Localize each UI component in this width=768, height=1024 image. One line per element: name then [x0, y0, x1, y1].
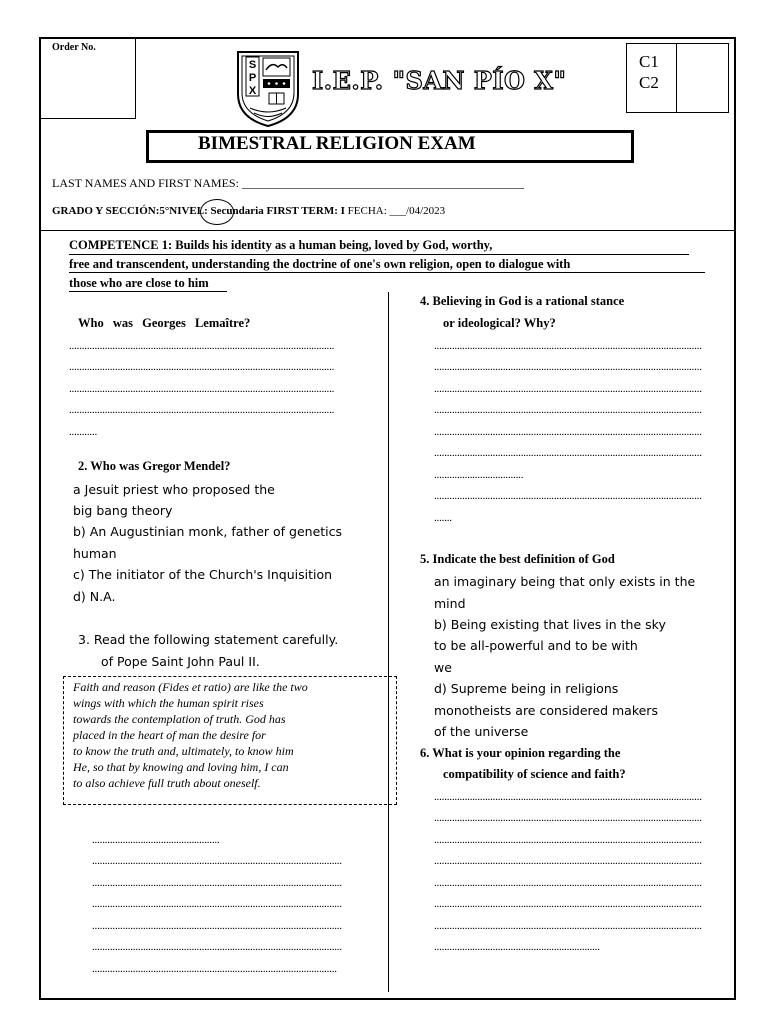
quote-line-6: He, so that by knowing and loving him, I can	[73, 760, 289, 774]
q6-answer-line-1[interactable]: .........................................................................................................	[434, 791, 702, 803]
q2-option-a[interactable]: a Jesuit priest who proposed the	[73, 482, 275, 497]
exam-title: BIMESTRAL RELIGION EXAM	[198, 133, 476, 154]
term-label: FIRST TERM: I	[266, 205, 345, 217]
q3-answer-line-2[interactable]: ..................................................................................................	[92, 855, 342, 867]
q1-answer-line-3[interactable]: ........................................................................................................	[69, 383, 335, 395]
question-6-line-2: compatibility of science and faith?	[443, 767, 626, 781]
q4-answer-line-4[interactable]: .........................................................................................................	[434, 404, 702, 416]
q6-answer-line-8[interactable]: .................................................................	[434, 941, 600, 953]
q5-option-a[interactable]: an imaginary being that only exists in the	[434, 574, 696, 589]
q5-option-c[interactable]: to be all-powerful and to be with	[434, 638, 638, 653]
question-1: Who was Georges Lemaître?	[78, 316, 251, 330]
grade-box-divider	[676, 43, 677, 113]
q5-option-d[interactable]: d) Supreme being in religions	[434, 681, 619, 696]
q2-option-b[interactable]: b) An Augustinian monk, father of genetics	[73, 524, 343, 539]
column-divider	[388, 292, 389, 992]
question-6-line-1: 6. What is your opinion regarding the	[420, 746, 621, 760]
quote-line-4: placed in the heart of man the desire for	[73, 728, 266, 742]
grade-section-line[interactable]	[52, 205, 445, 217]
q5-option-c-cont: we	[434, 660, 452, 675]
q6-answer-line-5[interactable]: .........................................................................................................	[434, 877, 702, 889]
competence-underline-3	[69, 291, 227, 292]
crest-letter-x: X	[248, 85, 257, 97]
q4-answer-line-6[interactable]: .........................................................................................................	[434, 447, 702, 459]
date-field[interactable]: FECHA: ___/04/2023	[347, 205, 446, 217]
q4-answer-line-9[interactable]: .......	[434, 512, 452, 524]
q4-answer-line-2[interactable]: .........................................................................................................	[434, 361, 702, 373]
competence-line-3: those who are close to him	[69, 276, 209, 290]
q5-option-b[interactable]: b) Being existing that lives in the sky	[434, 617, 666, 632]
competence-underline-1	[69, 254, 689, 255]
q1-answer-line-2[interactable]: ........................................................................................................	[69, 361, 335, 373]
quote-line-7: to also achieve full truth about oneself.	[73, 776, 261, 790]
student-names-field[interactable]: LAST NAMES AND FIRST NAMES: _______________________________________________	[52, 176, 524, 190]
q5-option-d-cont-2: of the universe	[434, 724, 529, 739]
competence-underline-2	[69, 272, 705, 273]
q6-answer-line-4[interactable]: .........................................................................................................	[434, 855, 702, 867]
school-crest-logo	[236, 50, 300, 128]
q6-answer-line-3[interactable]: .........................................................................................................	[434, 834, 702, 846]
q1-answer-line-4[interactable]: ........................................................................................................	[69, 404, 335, 416]
q2-option-c[interactable]: c) The initiator of the Church's Inquisition	[73, 567, 333, 582]
q4-answer-line-5[interactable]: .........................................................................................................	[434, 426, 702, 438]
q1-answer-line-5[interactable]: ...........	[69, 426, 98, 438]
q3-answer-line-3[interactable]: ..................................................................................................	[92, 877, 342, 889]
q6-answer-line-7[interactable]: .........................................................................................................	[434, 920, 702, 932]
q1-answer-line-1[interactable]: ........................................................................................................	[69, 340, 335, 352]
header-divider	[40, 230, 734, 231]
q3-answer-line-5[interactable]: ..................................................................................................	[92, 920, 342, 932]
q2-option-b-cont: human	[73, 546, 117, 561]
competence-line-2: free and transcendent, understanding the doctrine of one's own religion, open to dialogue with	[69, 257, 571, 271]
q2-option-a-cont: big bang theory	[73, 503, 173, 518]
crest-letter-p: P	[248, 72, 257, 84]
question-3-line-2: of Pope Saint John Paul II.	[101, 654, 260, 669]
question-2: 2. Who was Gregor Mendel?	[78, 459, 231, 473]
q4-answer-line-3[interactable]: .........................................................................................................	[434, 383, 702, 395]
question-5: 5. Indicate the best definition of God	[420, 552, 615, 566]
quote-line-1: Faith and reason (Fides et ratio) are like the two	[73, 680, 308, 694]
q6-answer-line-6[interactable]: .........................................................................................................	[434, 898, 702, 910]
q6-answer-line-2[interactable]: .........................................................................................................	[434, 812, 702, 824]
question-4-line-1: 4. Believing in God is a rational stance	[420, 294, 625, 308]
grade-level: Secundaria	[210, 205, 264, 217]
q3-answer-line-4[interactable]: ..................................................................................................	[92, 898, 342, 910]
q4-answer-line-7[interactable]: ...................................	[434, 469, 524, 481]
c1-label: C1	[639, 52, 659, 71]
competence-line-1: COMPETENCE 1: Builds his identity as a human being, loved by God, worthy,	[69, 238, 493, 252]
c2-label: C2	[639, 73, 659, 92]
quote-line-3: towards the contemplation of truth. God has	[73, 712, 286, 726]
q3-answer-line-1[interactable]: ..................................................	[92, 834, 220, 846]
q4-answer-line-8[interactable]: .........................................................................................................	[434, 490, 702, 502]
q2-option-d[interactable]: d) N.A.	[73, 589, 116, 604]
order-number-label: Order No.	[52, 42, 96, 53]
q3-answer-line-6[interactable]: ..................................................................................................	[92, 941, 342, 953]
grade-label: GRADO Y SECCIÓN:5°NIVEL:	[52, 205, 208, 217]
crest-letter-s: S	[248, 59, 257, 71]
quote-line-2: wings with which the human spirit rises	[73, 696, 264, 710]
q4-answer-line-1[interactable]: .........................................................................................................	[434, 340, 702, 352]
school-name: I.E.P. "SAN PÍO X"	[312, 66, 567, 95]
q5-option-a-cont: mind	[434, 596, 466, 611]
q3-answer-line-7[interactable]: ................................................................................................	[92, 963, 337, 975]
question-3-line-1: 3. Read the following statement carefully.	[78, 632, 339, 647]
quote-line-5: to know the truth and, ultimately, to know him	[73, 744, 294, 758]
q5-option-d-cont-1: monotheists are considered makers	[434, 703, 658, 718]
question-4-line-2: or ideological? Why?	[443, 316, 556, 330]
